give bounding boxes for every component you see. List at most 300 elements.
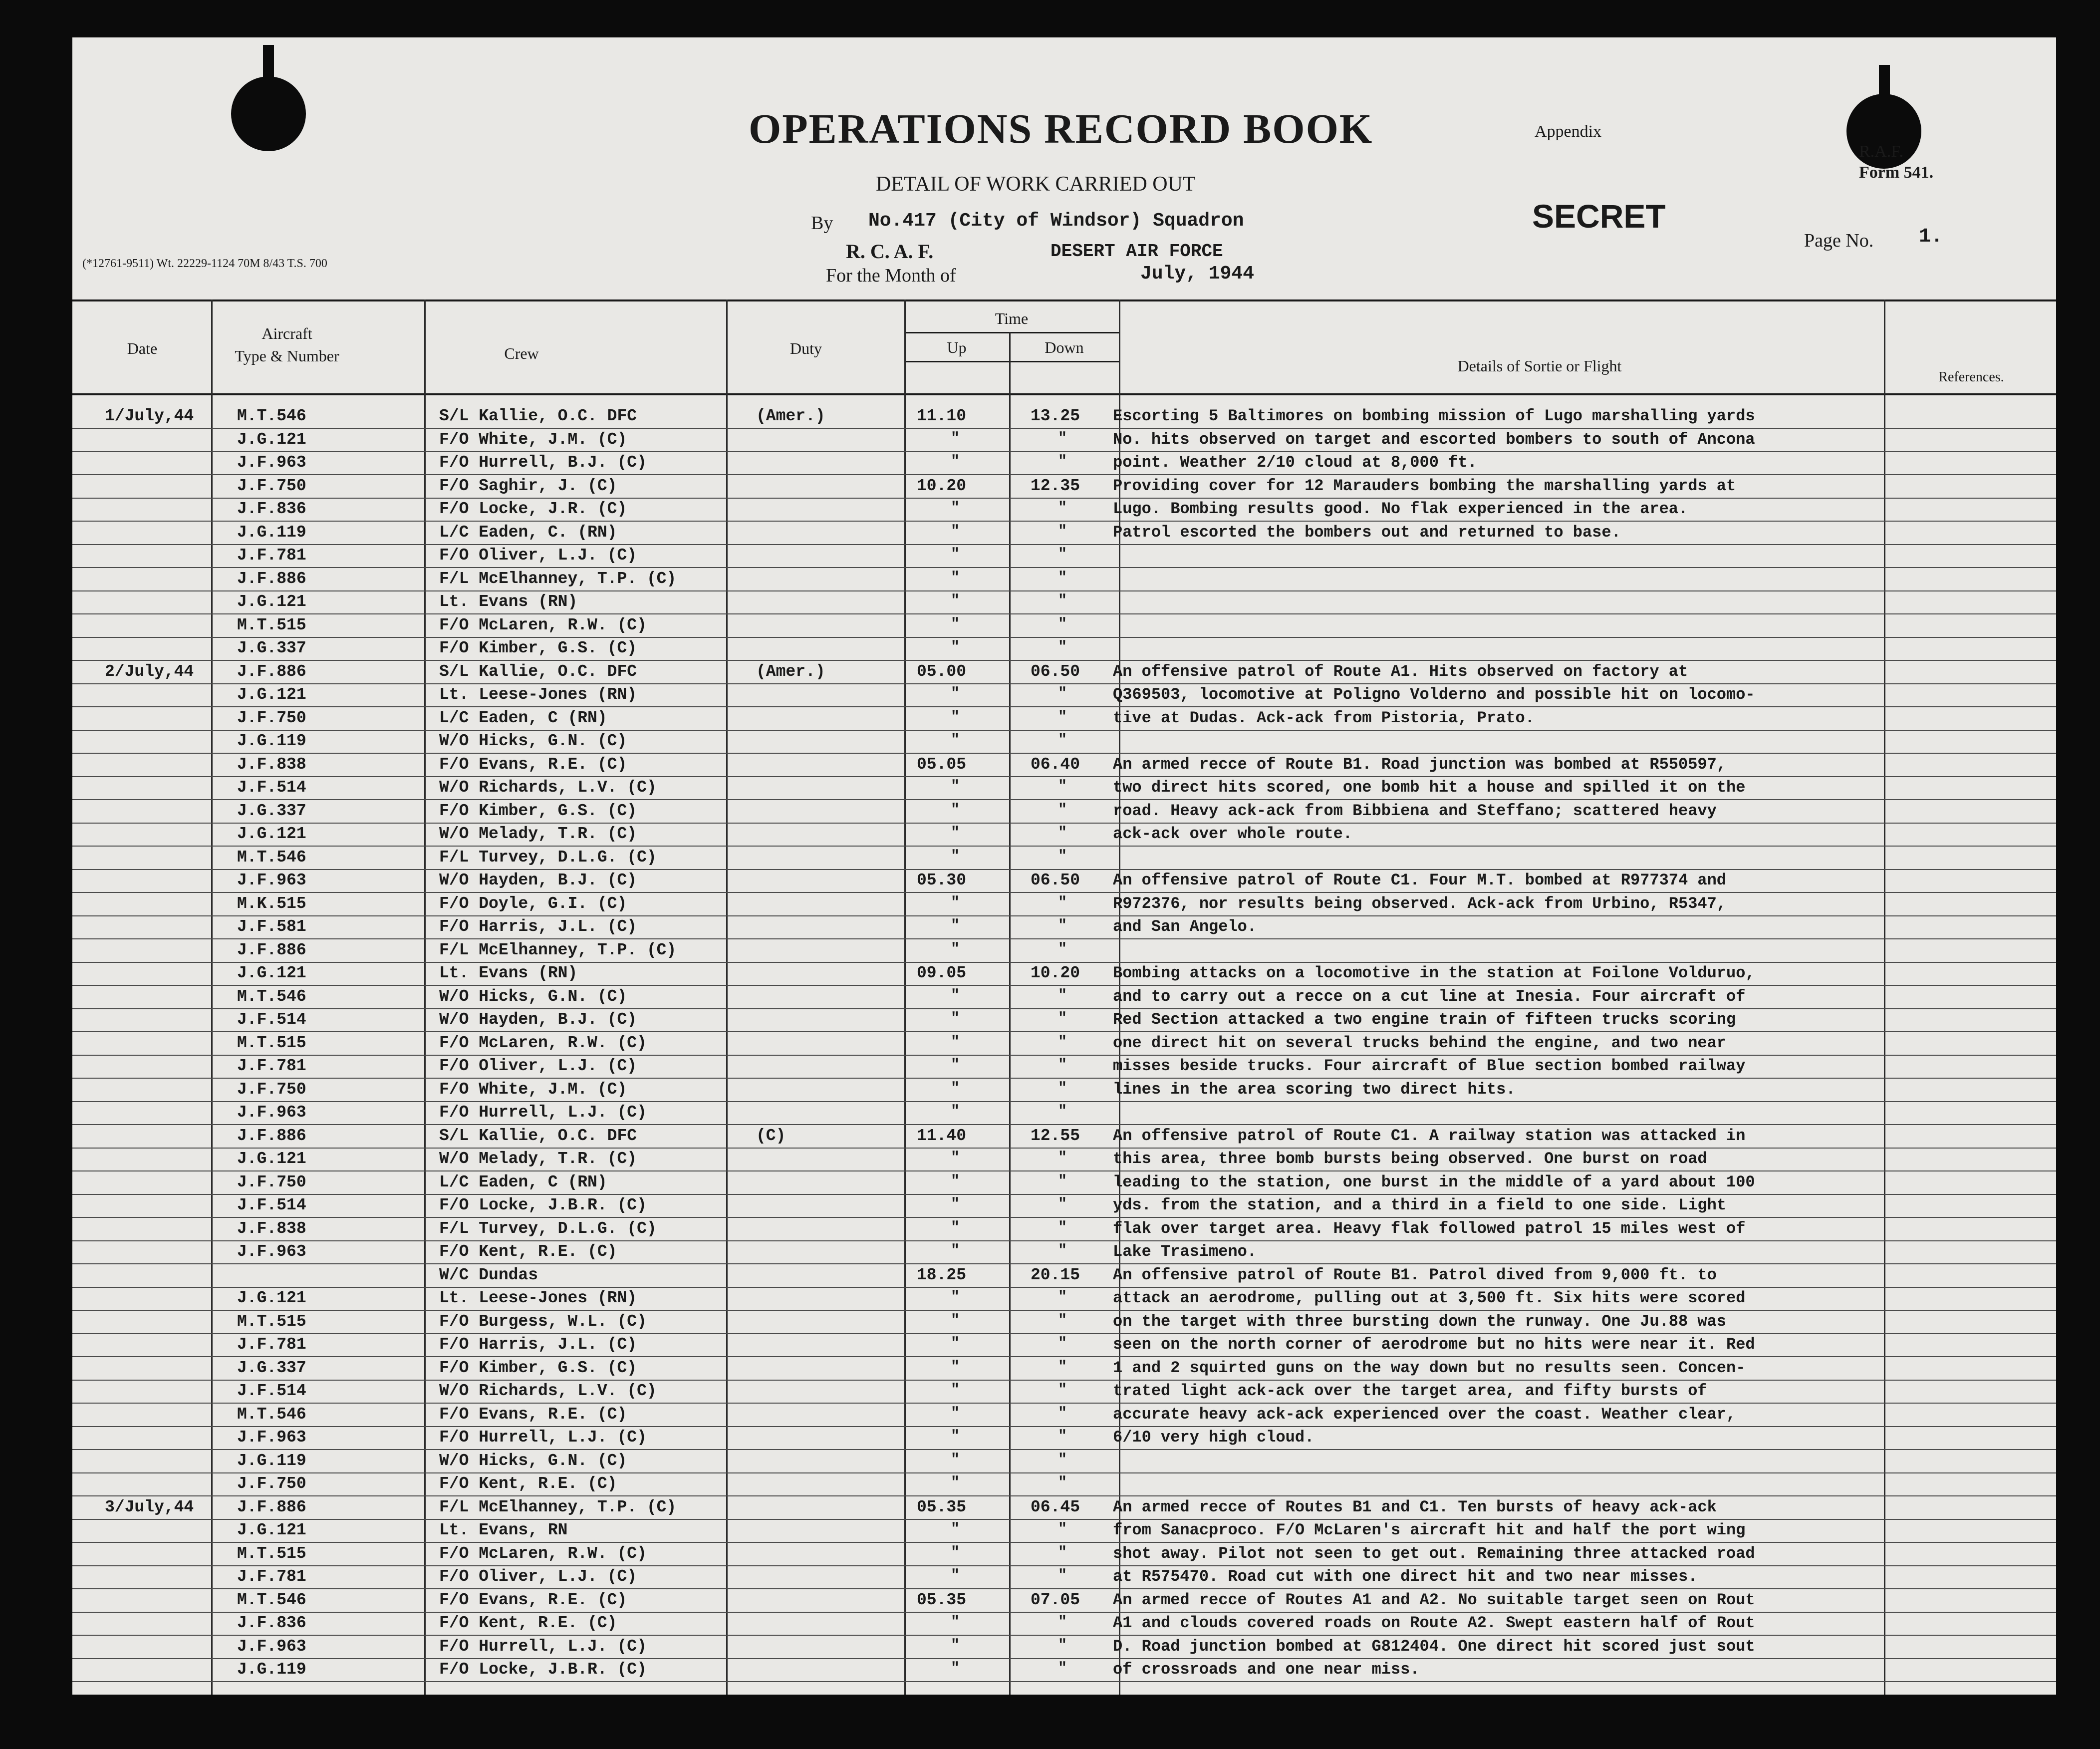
ditto-mark: " <box>1058 1335 1067 1352</box>
ruled-line <box>72 683 2056 684</box>
crew-cell: W/O Hicks, G.N. (C) <box>439 987 627 1006</box>
ruled-line <box>72 1681 2056 1682</box>
table-row <box>72 825 2056 843</box>
crew-cell: F/O Kent, R.E. (C) <box>439 1614 617 1632</box>
table-row <box>72 917 2056 935</box>
aircraft-cell: M.T.515 <box>237 1033 306 1052</box>
aircraft-cell: J.G.121 <box>237 1521 306 1539</box>
aircraft-cell: J.G.121 <box>237 430 306 449</box>
table-row <box>72 407 2056 425</box>
ditto-mark: " <box>951 708 960 726</box>
ruled-line <box>72 1031 2056 1032</box>
time-down-cell: 06.50 <box>1031 662 1080 681</box>
aircraft-cell: J.F.750 <box>237 1080 306 1099</box>
crew-cell: W/O Melady, T.R. (C) <box>439 1150 637 1168</box>
aircraft-cell: J.G.119 <box>237 523 306 542</box>
aircraft-cell: M.T.546 <box>237 407 306 425</box>
crew-cell: F/L McElhanney, T.P. (C) <box>439 1497 677 1516</box>
ditto-mark: " <box>951 1428 960 1445</box>
crew-cell: F/O Kimber, G.S. (C) <box>439 801 637 820</box>
ditto-mark: " <box>951 569 960 586</box>
time-up-cell: 11.10 <box>917 407 967 425</box>
ruled-line <box>72 451 2056 452</box>
ditto-mark: " <box>951 1033 960 1051</box>
classification-stamp: SECRET <box>1532 198 1666 235</box>
crew-cell: F/L McElhanney, T.P. (C) <box>439 940 677 959</box>
ruled-line <box>72 1263 2056 1264</box>
date-cell: 1/July,44 <box>105 407 194 425</box>
table-row <box>72 1567 2056 1585</box>
ditto-mark: " <box>1058 894 1067 911</box>
crew-cell: S/L Kallie, O.C. DFC <box>439 1126 637 1145</box>
time-up-cell: 10.20 <box>917 476 967 495</box>
ditto-mark: " <box>951 732 960 749</box>
table-row <box>72 1382 2056 1400</box>
time-up-cell: 05.35 <box>917 1497 967 1516</box>
crew-cell: Lt. Leese-Jones (RN) <box>439 685 637 704</box>
crew-cell: W/O Richards, L.V. (C) <box>439 1382 657 1400</box>
aircraft-cell: J.F.581 <box>237 917 306 936</box>
ditto-mark: " <box>951 1521 960 1538</box>
time-down-cell: 10.20 <box>1031 964 1080 982</box>
ditto-mark: " <box>1058 1567 1067 1584</box>
details-cell: A1 and clouds covered roads on Route A2. Swept eastern half of Rout <box>1113 1614 1755 1632</box>
ditto-mark: " <box>951 615 960 633</box>
ruled-line <box>72 1472 2056 1473</box>
ditto-mark: " <box>1058 1637 1067 1654</box>
aircraft-cell: J.G.119 <box>237 1660 306 1679</box>
table-row <box>72 941 2056 959</box>
aircraft-cell: J.G.337 <box>237 1358 306 1377</box>
table-row <box>72 1405 2056 1423</box>
ditto-mark: " <box>951 848 960 865</box>
table-row <box>72 1312 2056 1330</box>
aircraft-cell: J.F.750 <box>237 708 306 727</box>
aircraft-cell: M.T.546 <box>237 848 306 867</box>
ruled-line <box>72 1495 2056 1496</box>
ruled-line <box>72 1008 2056 1009</box>
details-cell: and to carry out a recce on a cut line at Inesia. Four aircraft of <box>1113 987 1746 1006</box>
crew-cell: W/C Dundas <box>439 1265 538 1284</box>
by-label: By <box>811 213 833 234</box>
details-cell: tive at Dudas. Ack-ack from Pistoria, Prato. <box>1113 708 1535 727</box>
crew-cell: W/O Hayden, B.J. (C) <box>439 1010 637 1029</box>
crew-cell: F/O White, J.M. (C) <box>439 430 627 449</box>
details-cell: road. Heavy ack-ack from Bibbiena and Steffano; scattered heavy <box>1113 801 1717 820</box>
aircraft-cell: J.G.337 <box>237 639 306 657</box>
aircraft-cell: J.F.963 <box>237 453 306 472</box>
time-down-cell: 07.05 <box>1031 1590 1080 1609</box>
ruled-line <box>72 660 2056 661</box>
aircraft-cell: J.F.838 <box>237 755 306 774</box>
aircraft-cell: J.F.963 <box>237 1242 306 1261</box>
time-up-cell: 05.35 <box>917 1590 967 1609</box>
ditto-mark: " <box>1058 592 1067 609</box>
ditto-mark: " <box>1058 825 1067 842</box>
table-row <box>72 894 2056 912</box>
time-up-cell: 09.05 <box>917 964 967 982</box>
ruled-line <box>72 1240 2056 1241</box>
ditto-mark: " <box>951 1335 960 1352</box>
date-cell: 3/July,44 <box>105 1497 194 1516</box>
crew-cell: F/O Evans, R.E. (C) <box>439 1405 627 1424</box>
details-cell: point. Weather 2/10 cloud at 8,000 ft. <box>1113 453 1477 472</box>
time-down-cell: 06.50 <box>1031 871 1080 889</box>
aircraft-cell: J.G.119 <box>237 732 306 750</box>
table-row <box>72 1242 2056 1260</box>
crew-cell: F/L McElhanney, T.P. (C) <box>439 569 677 588</box>
ditto-mark: " <box>1058 1312 1067 1329</box>
ditto-mark: " <box>1058 523 1067 540</box>
column-header-time: Time <box>995 309 1029 327</box>
aircraft-cell: J.G.121 <box>237 825 306 843</box>
ditto-mark: " <box>1058 453 1067 470</box>
ditto-mark: " <box>951 500 960 517</box>
details-cell: Q369503, locomotive at Poligno Volderno and possible hit on locomo- <box>1113 685 1755 704</box>
crew-cell: F/O Kimber, G.S. (C) <box>439 639 637 657</box>
ditto-mark: " <box>1058 1358 1067 1376</box>
ditto-mark: " <box>951 987 960 1004</box>
crew-cell: Lt. Leese-Jones (RN) <box>439 1289 637 1307</box>
ruled-line <box>72 869 2056 870</box>
aircraft-cell: J.F.514 <box>237 778 306 797</box>
details-cell: seen on the north corner of aerodrome but no hits were near it. Red <box>1113 1335 1755 1354</box>
ruled-line <box>72 1333 2056 1334</box>
aircraft-cell: M.T.546 <box>237 1405 306 1424</box>
details-cell: An armed recce of Routes A1 and A2. No suitable target seen on Rout <box>1113 1590 1755 1609</box>
table-row <box>72 453 2056 471</box>
ruled-line <box>72 1287 2056 1288</box>
details-cell: attack an aerodrome, pulling out at 3,500 ft. Six hits were scored <box>1113 1289 1746 1307</box>
crew-cell: L/C Eaden, C. (RN) <box>439 523 617 542</box>
ditto-mark: " <box>1058 801 1067 819</box>
ditto-mark: " <box>951 546 960 563</box>
aircraft-cell: J.F.886 <box>237 569 306 588</box>
aircraft-cell: J.F.963 <box>237 871 306 889</box>
ditto-mark: " <box>1058 1614 1067 1631</box>
ditto-mark: " <box>951 1103 960 1120</box>
details-cell: No. hits observed on target and escorted bombers to south of Ancona <box>1113 430 1755 449</box>
ditto-mark: " <box>1058 1150 1067 1166</box>
ruled-line <box>72 1194 2056 1195</box>
ditto-mark: " <box>951 1567 960 1584</box>
ruled-line <box>72 1380 2056 1381</box>
crew-cell: F/O Hurrell, L.J. (C) <box>439 1428 647 1447</box>
table-row <box>72 430 2056 448</box>
details-cell: R972376, nor results being observed. Ack-ack from Urbino, R5347, <box>1113 894 1726 913</box>
details-cell: An armed recce of Routes B1 and C1. Ten bursts of heavy ack-ack <box>1113 1497 1717 1516</box>
ditto-mark: " <box>951 592 960 609</box>
table-row <box>72 964 2056 982</box>
ditto-mark: " <box>1058 1057 1067 1074</box>
ditto-mark: " <box>951 1637 960 1654</box>
details-cell: 1 and 2 squirted guns on the way down but no results seen. Concen- <box>1113 1358 1746 1377</box>
aircraft-cell: J.F.836 <box>237 500 306 518</box>
ditto-mark: " <box>1058 1219 1067 1236</box>
ditto-mark: " <box>951 778 960 795</box>
crew-cell: W/O Richards, L.V. (C) <box>439 778 657 797</box>
table-row <box>72 1521 2056 1539</box>
ditto-mark: " <box>951 1660 960 1677</box>
ditto-mark: " <box>1058 708 1067 726</box>
aircraft-cell: J.F.838 <box>237 1219 306 1238</box>
squadron-name: No.417 (City of Windsor) Squadron <box>868 210 1244 232</box>
table-row <box>72 1127 2056 1145</box>
ditto-mark: " <box>1058 1103 1067 1120</box>
table-row <box>72 477 2056 495</box>
ruled-line <box>72 474 2056 475</box>
ruled-line <box>72 823 2056 824</box>
ditto-mark: " <box>1058 1521 1067 1538</box>
details-cell: from Sanacproco. F/O McLaren's aircraft hit and half the port wing <box>1113 1521 1746 1539</box>
details-cell: Bombing attacks on a locomotive in the station at Foilone Volduruo, <box>1113 964 1755 982</box>
column-header-duty: Duty <box>790 339 822 357</box>
ditto-mark: " <box>951 825 960 842</box>
table-row <box>72 592 2056 610</box>
column-header-details: Details of Sortie or Flight <box>1457 357 1622 375</box>
time-down-cell: 06.40 <box>1031 755 1080 774</box>
table-row <box>72 1010 2056 1028</box>
ditto-mark: " <box>951 1382 960 1399</box>
table-row <box>72 1335 2056 1353</box>
crew-cell: S/L Kallie, O.C. DFC <box>439 662 637 681</box>
aircraft-cell: J.F.963 <box>237 1103 306 1122</box>
crew-cell: F/O Oliver, L.J. (C) <box>439 1567 637 1586</box>
crew-cell: F/O Evans, R.E. (C) <box>439 755 627 774</box>
ditto-mark: " <box>1058 430 1067 447</box>
details-cell: D. Road junction bombed at G812404. One direct hit scored just sout <box>1113 1637 1755 1656</box>
details-cell: Lugo. Bombing results good. No flak experienced in the area. <box>1113 500 1688 518</box>
duty-cell: (C) <box>756 1126 786 1145</box>
ditto-mark: " <box>1058 848 1067 865</box>
month-value: July, 1944 <box>1140 263 1255 285</box>
aircraft-cell: M.K.515 <box>237 894 306 913</box>
ditto-mark: " <box>1058 1242 1067 1259</box>
ditto-mark: " <box>1058 1382 1067 1399</box>
ruled-line <box>72 730 2056 731</box>
ditto-mark: " <box>1058 778 1067 795</box>
aircraft-cell: J.G.337 <box>237 801 306 820</box>
aircraft-cell: J.F.886 <box>237 1497 306 1516</box>
table-row <box>72 546 2056 564</box>
ditto-mark: " <box>951 1172 960 1190</box>
ruled-line <box>72 428 2056 429</box>
ruled-line <box>72 1217 2056 1218</box>
ditto-mark: " <box>1058 1080 1067 1097</box>
ruled-line <box>72 1542 2056 1543</box>
ruled-line <box>72 590 2056 591</box>
ruled-line <box>72 1170 2056 1171</box>
ditto-mark: " <box>1058 917 1067 934</box>
record-sheet <box>72 37 2056 1695</box>
table-row <box>72 987 2056 1005</box>
table-row <box>72 570 2056 587</box>
raf-label: R.A.F. <box>1859 142 1903 161</box>
table-row <box>72 639 2056 657</box>
ruled-line <box>72 1612 2056 1613</box>
table-row <box>72 755 2056 773</box>
time-up-cell: 11.40 <box>917 1126 967 1145</box>
crew-cell: F/O Locke, J.R. (C) <box>439 500 627 518</box>
ruled-line <box>72 938 2056 939</box>
ditto-mark: " <box>1058 732 1067 749</box>
details-cell: An armed recce of Route B1. Road junction was bombed at R550597, <box>1113 755 1726 774</box>
table-row <box>72 662 2056 680</box>
table-row <box>72 1266 2056 1284</box>
crew-cell: F/O Hurrell, B.J. (C) <box>439 453 647 472</box>
ruled-line <box>72 1148 2056 1149</box>
ditto-mark: " <box>1058 987 1067 1004</box>
ditto-mark: " <box>1058 639 1067 656</box>
ruled-line <box>72 1356 2056 1357</box>
ditto-mark: " <box>1058 1010 1067 1027</box>
crew-cell: F/O Hurrell, L.J. (C) <box>439 1637 647 1656</box>
ditto-mark: " <box>1058 1172 1067 1190</box>
ditto-mark: " <box>1058 1451 1067 1468</box>
aircraft-cell: J.F.886 <box>237 1126 306 1145</box>
service-name: R. C. A. F. <box>846 240 934 263</box>
crew-cell: F/O McLaren, R.W. (C) <box>439 1544 647 1563</box>
time-up-cell: 18.25 <box>917 1265 967 1284</box>
crew-cell: F/O Saghir, J. (C) <box>439 476 617 495</box>
ditto-mark: " <box>1058 1196 1067 1213</box>
ditto-mark: " <box>951 1080 960 1097</box>
details-cell: An offensive patrol of Route B1. Patrol dived from 9,000 ft. to <box>1113 1265 1717 1284</box>
table-row <box>72 1614 2056 1632</box>
crew-cell: F/O McLaren, R.W. (C) <box>439 615 647 634</box>
ruled-line <box>72 915 2056 916</box>
table-row <box>72 1173 2056 1191</box>
ditto-mark: " <box>1058 940 1067 958</box>
table-row <box>72 500 2056 518</box>
details-cell: two direct hits scored, one bomb hit a house and spilled it on the <box>1113 778 1746 797</box>
ditto-mark: " <box>951 639 960 656</box>
duty-cell: (Amer.) <box>756 407 825 425</box>
aircraft-cell: J.F.886 <box>237 940 306 959</box>
ditto-mark: " <box>951 1614 960 1631</box>
aircraft-cell: J.F.514 <box>237 1010 306 1029</box>
time-down-cell: 06.45 <box>1031 1497 1080 1516</box>
crew-cell: W/O Hicks, G.N. (C) <box>439 732 627 750</box>
command-name: DESERT AIR FORCE <box>1050 241 1223 262</box>
details-cell: ack-ack over whole route. <box>1113 825 1353 843</box>
details-cell: and San Angelo. <box>1113 917 1257 936</box>
ruled-line <box>72 1565 2056 1566</box>
aircraft-cell: M.T.515 <box>237 1544 306 1563</box>
details-cell: of crossroads and one near miss. <box>1113 1660 1420 1679</box>
ruled-line <box>72 892 2056 893</box>
crew-cell: F/O Evans, R.E. (C) <box>439 1590 627 1609</box>
table-row <box>72 1660 2056 1678</box>
crew-cell: F/O Oliver, L.J. (C) <box>439 1057 637 1075</box>
ditto-mark: " <box>951 430 960 447</box>
ditto-mark: " <box>951 1358 960 1376</box>
crew-cell: F/O Harris, J.L. (C) <box>439 1335 637 1354</box>
aircraft-cell: M.T.515 <box>237 615 306 634</box>
table-row <box>72 1057 2056 1075</box>
details-cell: An offensive patrol of Route C1. Four M.T. bombed at R977374 and <box>1113 871 1726 889</box>
details-cell: Patrol escorted the bombers out and returned to base. <box>1113 523 1621 542</box>
ditto-mark: " <box>1058 1544 1067 1561</box>
ditto-mark: " <box>951 1150 960 1166</box>
table-row <box>72 1591 2056 1609</box>
ruled-line <box>72 1588 2056 1589</box>
print-code: (*12761-9511) Wt. 22229-1124 70M 8/43 T.S. 700 <box>82 257 327 270</box>
ditto-mark: " <box>951 1242 960 1259</box>
crew-cell: F/O Harris, J.L. (C) <box>439 917 637 936</box>
aircraft-cell: J.F.886 <box>237 662 306 681</box>
table-row <box>72 685 2056 703</box>
crew-cell: F/O Hurrell, L.J. (C) <box>439 1103 647 1122</box>
ditto-mark: " <box>951 523 960 540</box>
ditto-mark: " <box>951 894 960 911</box>
table-row <box>72 1452 2056 1469</box>
month-label: For the Month of <box>826 265 956 286</box>
details-cell: Escorting 5 Baltimores on bombing mission of Lugo marshalling yards <box>1113 407 1755 425</box>
ditto-mark: " <box>951 940 960 958</box>
crew-cell: F/O White, J.M. (C) <box>439 1080 627 1099</box>
aircraft-cell: J.F.781 <box>237 1567 306 1586</box>
binder-ring <box>263 45 274 80</box>
table-row <box>72 1637 2056 1655</box>
ditto-mark: " <box>951 801 960 819</box>
aircraft-cell: J.G.121 <box>237 1289 306 1307</box>
crew-cell: F/O Doyle, G.I. (C) <box>439 894 627 913</box>
time-up-cell: 05.05 <box>917 755 967 774</box>
ruled-line <box>72 1635 2056 1636</box>
ditto-mark: " <box>951 1219 960 1236</box>
ditto-mark: " <box>951 453 960 470</box>
ruled-line <box>72 1403 2056 1404</box>
aircraft-cell: M.T.515 <box>237 1312 306 1331</box>
aircraft-cell: J.F.750 <box>237 1172 306 1191</box>
details-cell: misses beside trucks. Four aircraft of Blue section bombed railway <box>1113 1057 1746 1075</box>
column-header-up: Up <box>947 338 967 356</box>
table-row <box>72 802 2056 820</box>
ditto-mark: " <box>1058 1474 1067 1491</box>
table-row <box>72 1544 2056 1562</box>
ditto-mark: " <box>1058 1660 1067 1677</box>
date-cell: 2/July,44 <box>105 662 194 681</box>
table-row <box>72 1150 2056 1167</box>
table-row <box>72 871 2056 889</box>
ditto-mark: " <box>951 1010 960 1027</box>
table-row <box>72 1196 2056 1214</box>
ruled-line <box>72 753 2056 754</box>
ruled-line <box>72 521 2056 522</box>
aircraft-cell: J.F.963 <box>237 1428 306 1447</box>
column-header-down: Down <box>1045 338 1084 356</box>
page-label: Page No. <box>1804 230 1874 251</box>
crew-cell: F/O Locke, J.B.R. (C) <box>439 1196 647 1214</box>
ditto-mark: " <box>951 1057 960 1074</box>
aircraft-cell: J.F.781 <box>237 546 306 565</box>
column-header-date: Date <box>127 339 158 357</box>
crew-cell: F/O Oliver, L.J. (C) <box>439 546 637 565</box>
table-row <box>72 1498 2056 1516</box>
page-subtitle: DETAIL OF WORK CARRIED OUT <box>876 173 1196 196</box>
ruled-line <box>72 799 2056 800</box>
crew-cell: W/O Hicks, G.N. (C) <box>439 1451 627 1470</box>
table-row <box>72 778 2056 796</box>
ditto-mark: " <box>951 1474 960 1491</box>
table-row <box>72 1474 2056 1492</box>
time-down-cell: 12.55 <box>1031 1126 1080 1145</box>
crew-cell: Lt. Evans (RN) <box>439 964 578 982</box>
ruled-line <box>72 1426 2056 1427</box>
ditto-mark: " <box>951 1312 960 1329</box>
details-cell: Red Section attacked a two engine train of fifteen trucks scoring <box>1113 1010 1736 1029</box>
